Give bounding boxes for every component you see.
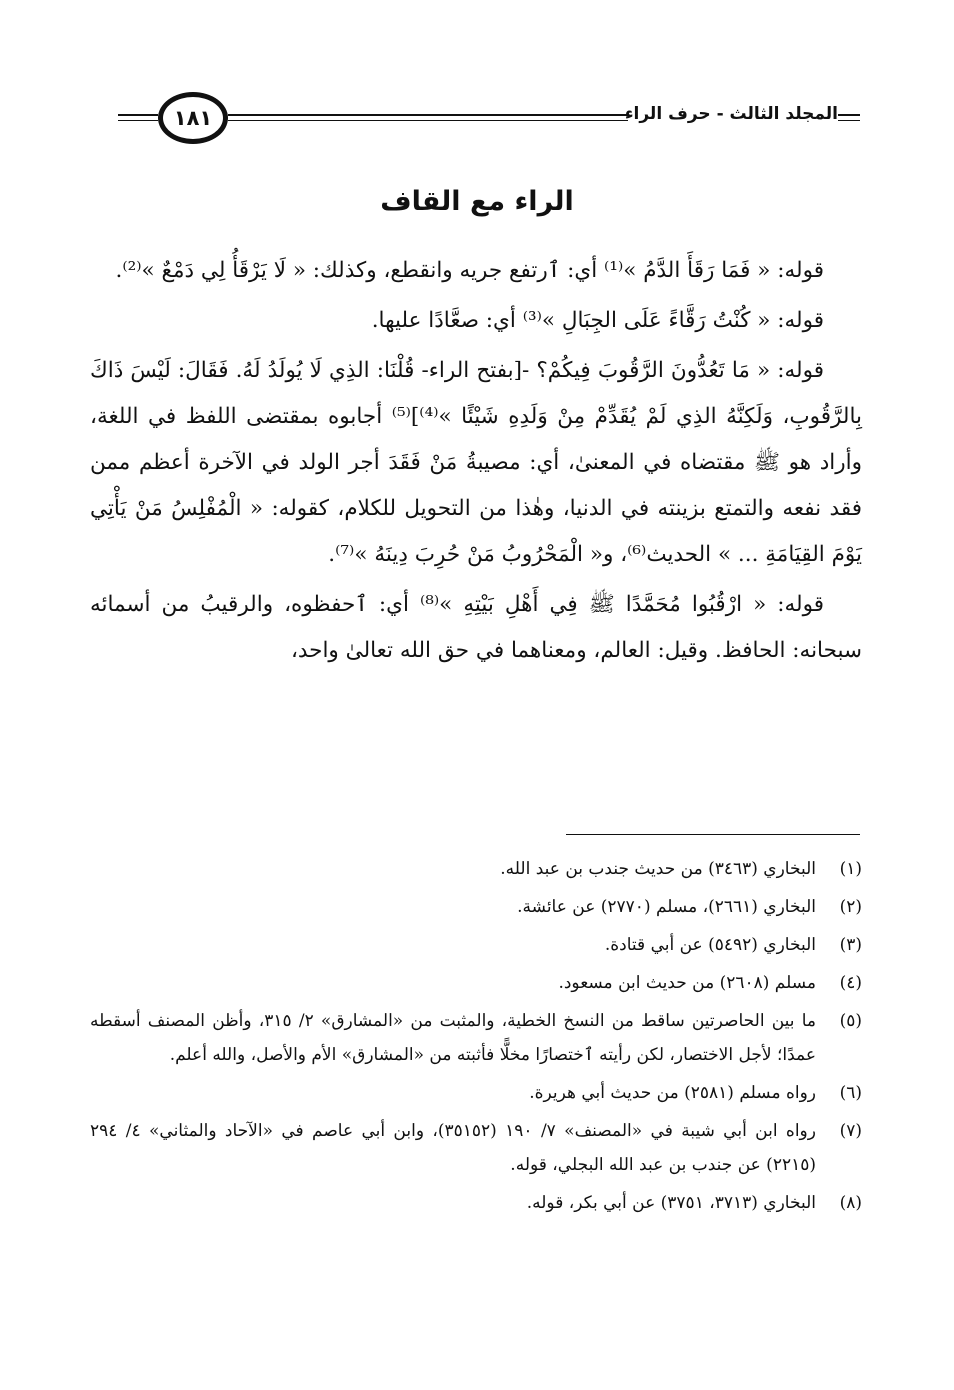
footnote-text: البخاري (٢٦٦١)، مسلم (٢٧٧٠) عن عائشة. — [517, 897, 816, 917]
footnote-number: (٧) — [839, 1121, 862, 1141]
header-text — [625, 104, 838, 124]
header-rule-left-bottom — [118, 120, 158, 121]
footnote-separator — [566, 834, 860, 835]
footnote — [90, 928, 862, 962]
footnote-text: ما بين الحاصرتين ساقط من النسخ الخطية، والمثبت من «المشارق» ٢/ ٣١٥، وأظن المصنف أسقطه عمدًا؛ لأجل الاختصار، لكن رأيته ٱختصارًا مخلًّا فأثبته من «المشارق» الأم والأصل، والله أعلم. — [90, 1011, 816, 1065]
main-text — [90, 248, 862, 678]
section-title: الراء مع القاف — [380, 186, 574, 217]
footnote — [90, 966, 862, 1000]
footnote-text: رواه مسلم (٢٥٨١) من حديث أبي هريرة. — [529, 1083, 816, 1103]
footnote-number: (٥) — [839, 1011, 862, 1031]
header-rule-far-right-bottom — [838, 120, 860, 121]
footnote — [90, 890, 862, 924]
footnote-number: (٤) — [839, 973, 862, 993]
header-rule-far-right-top — [838, 114, 860, 116]
header-rule-right-bottom — [228, 120, 628, 121]
header-volume: المجلد الثالث — [729, 104, 838, 124]
header-rule-right-top — [228, 114, 628, 116]
footnote — [90, 1076, 862, 1110]
footnote — [90, 1186, 862, 1220]
paragraph: قوله: « مَا تَعُدُّونَ الرَّقُوبَ فِيكُمْ؟ -[بفتح الراء- قُلْنَا: الذِي لَا يُولَدُ لَهُ. فَقَالَ: لَيْسَ ذَاكَ بِالرَّقُوبِ، وَلَكِنَّهُ الذِي لَمْ يُقَدِّمْ مِنْ وَلَدِهِ شَيْئًا »⁽⁴⁾]⁽⁵⁾ أجابوه بمقتضى اللفظ في اللغة، وأراد هو ﷺ مقتضاه في المعنىٰ، أي: مصيبةُ مَنْ فَقَدَ أجر الولد في الآخرة أعظم ممن فقد نفعه والتمتع بزينته في الدنيا، وهٰذا من التحويل للكلام، كقوله: « الْمُفْلِسُ مَنْ يَأْتِي يَوْمَ القِيَامَةِ ... » الحديث⁽⁶⁾، و« الْمَحْرُوبُ مَنْ حُرِبَ دِينَهُ »⁽⁷⁾. — [90, 358, 862, 567]
footnote-text: البخاري (٣٤٦٣) من حديث جندب بن عبد الله. — [500, 859, 816, 879]
footnote — [90, 852, 862, 886]
running-header — [118, 92, 838, 152]
header-separator: - — [716, 104, 724, 124]
page-number: ١٨١ — [158, 92, 228, 144]
paragraph: قوله: « ارْقُبُوا مُحَمَّدًا ﷺ فِي أَهْلِ بَيْتِهِ »⁽⁸⁾ أي: ٱحفظوه، والرقيبُ من أسمائه سبحانه: الحافظ. وقيل: العالم، ومعناهما في حق الله تعالىٰ واحد، — [90, 592, 862, 663]
footnote-text: مسلم (٢٦٠٨) من حديث ابن مسعود. — [558, 973, 816, 993]
footnote-text: البخاري (٥٤٩٢) عن أبي قتادة. — [604, 935, 816, 955]
footnote-text: البخاري (٣٧١٣، ٣٧٥١) عن أبي بكر، قوله. — [526, 1193, 816, 1213]
paragraph: قوله: « كُنْتُ رَقَّاءً عَلَى الجِبَالِ »⁽³⁾ أي: صعَّادًا عليها. — [371, 308, 824, 333]
footnotes — [90, 852, 862, 1224]
footnote-number: (٦) — [839, 1083, 862, 1103]
footnote-number: (٢) — [839, 897, 862, 917]
footnote-number: (٨) — [839, 1193, 862, 1213]
paragraph: قوله: « فَمَا رَقَأَ الدَّمُ »⁽¹⁾ أي: ٱرتفع جريه وانقطع، وكذلك: « لَا يَرْقَأُ لِي دَمْعٌ »⁽²⁾. — [115, 258, 824, 283]
header-chapter: حرف الراء — [624, 104, 711, 124]
footnote — [90, 1114, 862, 1182]
footnote-text: رواه ابن أبي شيبة في «المصنف» ٧/ ١٩٠ (٣٥١٥٢)، وابن أبي عاصم في «الآحاد والمثاني» ٤/ ٢٩٤ (٢٢١٥) عن جندب بن عبد الله البجلي، قوله. — [90, 1121, 816, 1175]
footnote — [90, 1004, 862, 1072]
footnote-number: (١) — [839, 859, 862, 879]
header-rule-left-top — [118, 114, 158, 116]
footnote-number: (٣) — [839, 935, 862, 955]
